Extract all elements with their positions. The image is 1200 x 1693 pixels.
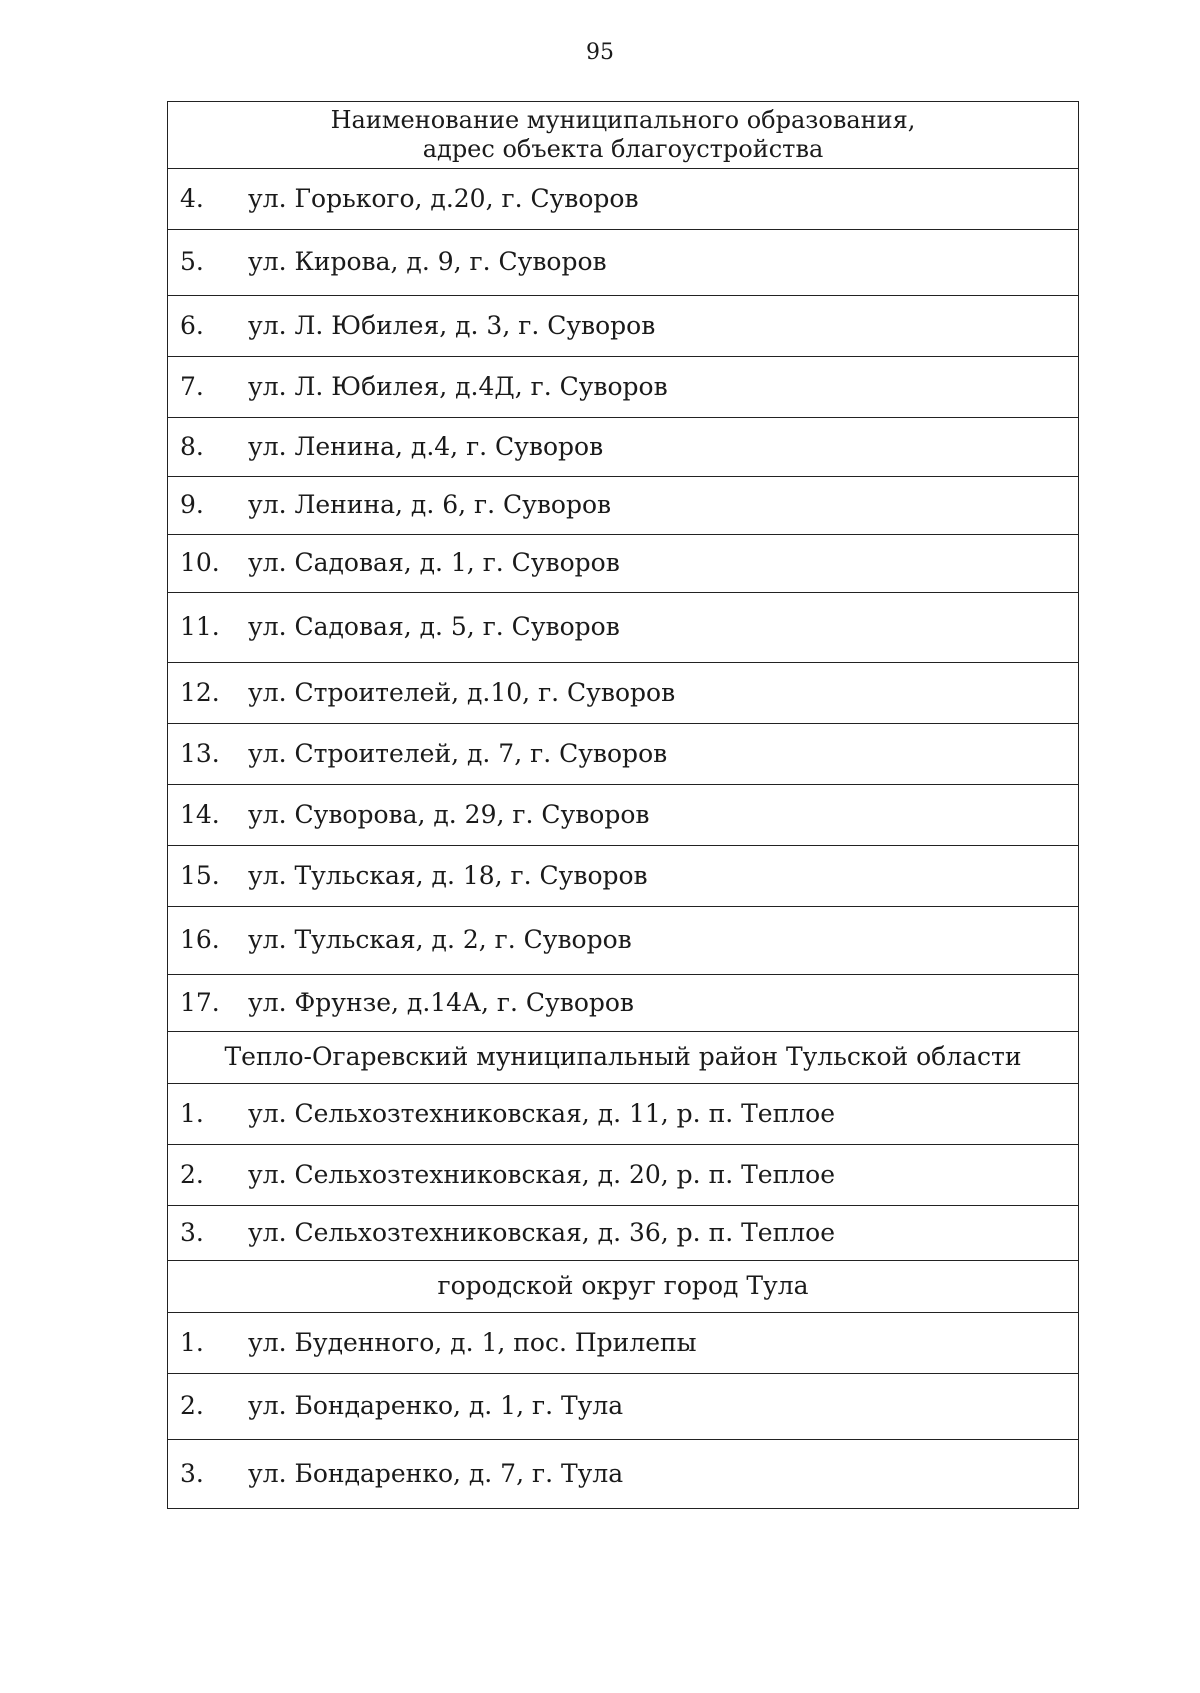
row-address: ул. Строителей, д.10, г. Суворов <box>248 677 676 707</box>
row-address: ул. Л. Юбилея, д. 3, г. Суворов <box>248 310 656 340</box>
table-row <box>168 975 1078 1032</box>
section-title: Тепло-Огаревский муниципальный район Тульской области <box>224 1042 1022 1072</box>
row-address: ул. Суворова, д. 29, г. Суворов <box>248 799 650 829</box>
row-number: 7. <box>180 371 204 401</box>
row-number: 3. <box>180 1217 204 1247</box>
table-row <box>168 418 1078 477</box>
row-number: 4. <box>180 183 204 213</box>
table-row <box>168 724 1078 785</box>
table-row <box>168 230 1078 296</box>
section-header-row <box>168 1032 1078 1084</box>
row-number: 14. <box>180 799 220 829</box>
table-row <box>168 535 1078 593</box>
page-number: 95 <box>586 40 614 65</box>
row-number: 2. <box>180 1391 204 1421</box>
row-number: 8. <box>180 431 204 461</box>
row-address: ул. Ленина, д.4, г. Суворов <box>248 431 604 461</box>
table-row <box>168 357 1078 418</box>
table-header <box>168 102 1078 169</box>
section-header-row <box>168 1261 1078 1313</box>
row-address: ул. Сельхозтехниковская, д. 36, р. п. Теплое <box>248 1217 835 1247</box>
table-row <box>168 1084 1078 1145</box>
table-row <box>168 846 1078 907</box>
row-number: 6. <box>180 310 204 340</box>
row-number: 1. <box>180 1327 204 1357</box>
table-row <box>168 1313 1078 1374</box>
row-number: 10. <box>180 548 220 578</box>
row-address: ул. Тульская, д. 2, г. Суворов <box>248 925 632 955</box>
header-line-1: Наименование муниципального образования, <box>330 106 916 135</box>
table-row <box>168 477 1078 535</box>
row-address: ул. Садовая, д. 1, г. Суворов <box>248 548 620 578</box>
row-address: ул. Строителей, д. 7, г. Суворов <box>248 738 668 768</box>
row-number: 11. <box>180 612 220 642</box>
table-row <box>168 593 1078 663</box>
table-row <box>168 663 1078 724</box>
row-number: 2. <box>180 1159 204 1189</box>
row-number: 1. <box>180 1098 204 1128</box>
table-body <box>168 169 1078 1509</box>
row-number: 13. <box>180 738 220 768</box>
table-row <box>168 1374 1078 1440</box>
row-address: ул. Фрунзе, д.14А, г. Суворов <box>248 987 634 1017</box>
row-number: 16. <box>180 925 220 955</box>
row-address: ул. Садовая, д. 5, г. Суворов <box>248 612 620 642</box>
row-number: 12. <box>180 677 220 707</box>
table-row <box>168 1206 1078 1261</box>
row-address: ул. Горького, д.20, г. Суворов <box>248 183 639 213</box>
header-line-2: адрес объекта благоустройства <box>422 135 824 163</box>
row-address: ул. Бондаренко, д. 1, г. Тула <box>248 1391 624 1421</box>
row-number: 15. <box>180 860 220 890</box>
row-number: 9. <box>180 490 204 520</box>
table-row <box>168 169 1078 230</box>
table-row <box>168 1440 1078 1509</box>
row-number: 3. <box>180 1458 204 1488</box>
section-title: городской округ город Тула <box>437 1271 809 1301</box>
row-address: ул. Сельхозтехниковская, д. 20, р. п. Теплое <box>248 1159 835 1189</box>
row-address: ул. Бондаренко, д. 7, г. Тула <box>248 1458 624 1488</box>
table-row <box>168 907 1078 975</box>
table-row <box>168 785 1078 846</box>
row-address: ул. Буденного, д. 1, пос. Прилепы <box>248 1327 697 1357</box>
row-address: ул. Ленина, д. 6, г. Суворов <box>248 490 612 520</box>
address-table <box>167 101 1079 1509</box>
row-address: ул. Тульская, д. 18, г. Суворов <box>248 860 648 890</box>
table-row <box>168 296 1078 357</box>
row-address: ул. Сельхозтехниковская, д. 11, р. п. Теплое <box>248 1098 835 1128</box>
row-number: 5. <box>180 247 204 277</box>
row-number: 17. <box>180 987 220 1017</box>
row-address: ул. Л. Юбилея, д.4Д, г. Суворов <box>248 371 668 401</box>
table-row <box>168 1145 1078 1206</box>
row-address: ул. Кирова, д. 9, г. Суворов <box>248 247 607 277</box>
